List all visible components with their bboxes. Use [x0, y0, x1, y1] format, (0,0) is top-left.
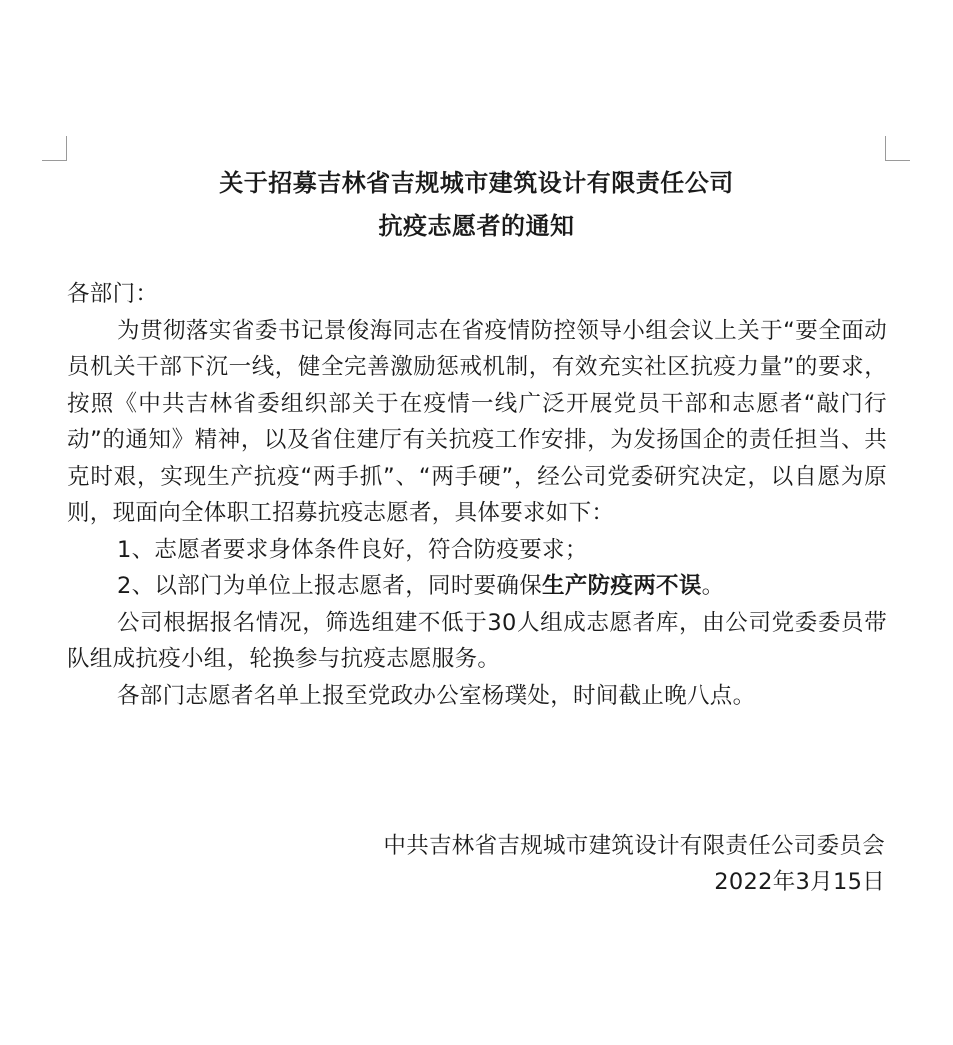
document-body: [67, 276, 887, 714]
requirement-item-2: [67, 568, 887, 605]
requirement-item-2-end: 。: [701, 573, 725, 599]
page-corner-mark-left: [42, 136, 67, 161]
salutation: 各部门：: [67, 281, 159, 307]
signature-block: [383, 828, 885, 900]
document-title-line-1: 关于招募吉林省吉规城市建筑设计有限责任公司: [219, 169, 734, 197]
page-corner-mark-right: [885, 136, 910, 161]
paragraph-selection: 公司根据报名情况，筛选组建不低于30人组成志愿者库，由公司党委委员带队组成抗疫小组，轮换参与抗疫志愿服务。: [67, 609, 887, 672]
signature-date: 2022年3月15日: [714, 869, 885, 895]
paragraph-deadline: 各部门志愿者名单上报至党政办公室杨璞处，时间截止晚八点。: [117, 682, 756, 709]
requirement-item-2-emphasis: 生产防疫两不误: [542, 573, 702, 599]
requirement-item-2-text: 2、以部门为单位上报志愿者，同时要确保: [117, 573, 543, 599]
paragraph-intro: 为贯彻落实省委书记景俊海同志在省疫情防控领导小组会议上关于“要全面动员机关干部下沉一线，健全完善激励惩戒机制，有效充实社区抗疫力量”的要求，按照《中共吉林省委组织部关于在疫情一线广泛开展党员干部和志愿者“敲门行动”的通知》精神，以及省住建厅有关抗疫工作安排，为发扬国企的责任担当、共克时艰，实现生产抗疫“两手抓”、“两手硬”，经公司党委研究决定，以自愿为原则，现面向全体职工招募抗疫志愿者，具体要求如下：: [67, 317, 887, 526]
requirement-item-1: 1、志愿者要求身体条件良好，符合防疫要求；: [117, 536, 588, 563]
signature-organization: 中共吉林省吉规城市建筑设计有限责任公司委员会: [383, 833, 885, 859]
document-title-line-2: 抗疫志愿者的通知: [378, 212, 575, 240]
